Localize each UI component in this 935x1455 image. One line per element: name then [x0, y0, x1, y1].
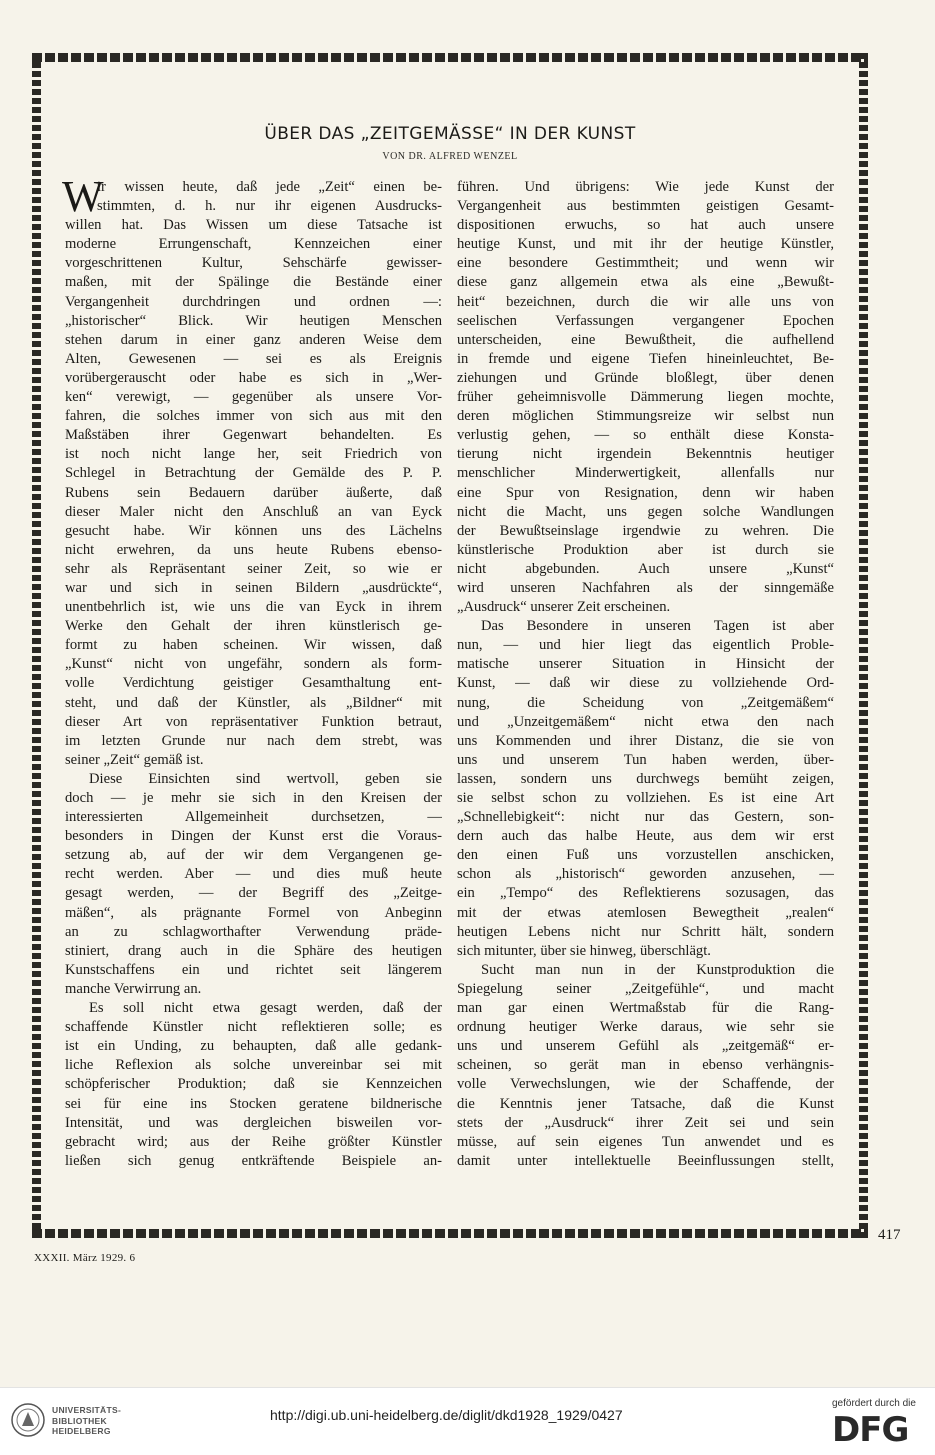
text-line: volle Verdichtung geistiger Gesamthaltung ent- — [65, 675, 442, 692]
text-line: ziehungen und Gründe bloßlegt, über denen — [457, 369, 834, 386]
text-line: „historischer“ Blick. Wir heutigen Menschen — [65, 312, 442, 329]
text-line: seiner „Zeit“ gemäß ist. — [65, 751, 204, 768]
text-line: deren möglichen Stimmungsreize wir selbst nun — [457, 408, 834, 425]
text-line: ist ein Unding, zu behaupten, daß alle gedank- — [65, 1038, 442, 1055]
digitization-footer — [0, 1387, 935, 1455]
text-line: willen hat. Das Wissen um diese Tatsache ist — [65, 217, 442, 234]
text-line: der Bewußtseinslage irgendwie zu wehren. Die — [457, 522, 834, 539]
text-line: Alten, Gewesenen — sei es als Ereignis — [65, 350, 442, 367]
text-line: müsse, auf sein eigenes Tun anwendet und es — [457, 1133, 834, 1150]
text-line: tierung nicht irgendein Bekenntnis heutiger — [457, 446, 834, 463]
text-line: schaffende Künstler nicht reflektieren solle; es — [65, 1019, 442, 1036]
text-line: damit unter intellektuelle Beeinflussungen stellt, — [457, 1152, 834, 1169]
text-line: schöpferischer Produktion; daß sie Kennzeichen — [65, 1076, 442, 1093]
text-line: interessierten Allgemeinheit durchsetzen, — — [65, 809, 442, 826]
text-line: schon als „historisch“ geworden anzusehen, — — [457, 866, 834, 883]
text-line: Kunst, — daß wir diese zu vollziehende Ord- — [457, 675, 834, 692]
text-line: „Schnellebigkeit“: nicht nur das Gestern, son- — [457, 809, 834, 826]
text-line: manche Verwirrung an. — [65, 980, 202, 997]
text-line: Sucht man nun in der Kunstproduktion die — [481, 961, 834, 978]
text-line: sei für eine ins Stocken geratene bildnerische — [65, 1095, 442, 1112]
text-line: stets der „Ausdruck“ ihrer Zeit sei und sein — [457, 1114, 834, 1131]
frame-top — [32, 53, 868, 62]
text-line: ordnung heutiger Werke daraus, wie sehr sie — [457, 1019, 834, 1036]
text-line: dieser Art von repräsentativer Funktion betraut, — [65, 713, 442, 730]
frame-right — [859, 53, 868, 1238]
text-line: und „Unzeitgemäßem“ nicht etwa den nach — [457, 713, 834, 730]
text-line: Schlegel in Betrachtung der Gemälde des P. P. — [65, 465, 442, 482]
frame-bottom — [32, 1229, 868, 1238]
text-line: vorübergerauscht oder habe es sich in „Wer- — [65, 369, 442, 386]
text-line: mäßen“, als prägnante Formel von Anbeginn — [65, 904, 442, 921]
text-line: Es soll nicht etwa gesagt werden, daß der — [89, 1000, 442, 1017]
text-line: heit“ bezeichnen, durch die wir alle uns von — [457, 293, 834, 310]
text-line: führen. Und übrigens: Wie jede Kunst der — [457, 179, 834, 195]
text-line: den einen Fuß uns vorzustellen anschicken, — [457, 847, 834, 864]
text-line: heutigen Lebens nicht nur Schritt hält, sondern — [457, 923, 834, 940]
text-line: ließen sich genug entkräftende Beispiele an- — [65, 1152, 442, 1169]
text-line: ist noch nicht lange her, seit Friedrich von — [65, 446, 442, 463]
text-line: ir wissen heute, daß jede „Zeit“ einen be- — [97, 179, 442, 195]
text-line: „Kunst“ nicht von ungefähr, sondern als form- — [65, 656, 442, 673]
funding-note: gefördert durch die — [832, 1398, 916, 1409]
text-line: Kunstschaffens ein und richtet seit längerem — [65, 961, 442, 978]
text-line: volle Verwechslungen, wie der Schaffende, der — [457, 1076, 834, 1093]
text-line: an zu schlagworthafter Verwendung präde- — [65, 923, 442, 940]
article-title: ÜBER DAS „ZEITGEMÄSSE“ IN DER KUNST — [264, 124, 636, 144]
text-line: nun, — und hier liegt das eigentlich Proble- — [457, 637, 834, 654]
text-line: verlustig gehen, — so enthält diese Konsta- — [457, 427, 834, 444]
text-line: dispositionen erwuchs, so hat auch unsere — [457, 217, 834, 234]
text-line: Spiegelung seiner „Zeitgefühle“, und macht — [457, 980, 834, 997]
right-text-column — [457, 178, 834, 1171]
text-line: setzung ab, auf der wir dem Vergangenen ge- — [65, 847, 442, 864]
text-line: fahren, die solches immer von sich aus mit den — [65, 408, 442, 425]
text-line: recht werden. Aber — und dies muß heute — [65, 866, 442, 883]
text-line: moderne Errungenschaft, Kennzeichen einer — [65, 236, 442, 253]
text-line: gebracht wird; aus der Reihe größter Künstler — [65, 1133, 442, 1150]
text-line: Diese Einsichten sind wertvoll, geben sie — [89, 770, 442, 787]
university-name — [52, 1405, 121, 1437]
text-line: Rubens sein Bedauern darüber äußerte, daß — [65, 484, 442, 501]
text-line: stehen darum in einer ganz anderen Weise dem — [65, 331, 442, 348]
text-line: im letzten Grunde nur nach dem strebt, was — [65, 732, 442, 749]
text-line: diese ganz allgemein etwa als eine „Bewußt- — [457, 274, 834, 291]
permalink-url[interactable]: http://digi.ub.uni-heidelberg.de/diglit/dkd1928_1929/0427 — [270, 1407, 623, 1423]
text-line: wird unseren Nachfahren als der sinngemäße — [457, 579, 834, 596]
text-line: war und sich in seinen Bildern „ausdrückte“, — [65, 579, 442, 596]
dfg-logo: DFG — [832, 1410, 909, 1450]
university-line: UNIVERSITÄTS- — [52, 1405, 122, 1415]
text-line: liche Reflexion als solche unvereinbar sei mit — [65, 1057, 442, 1074]
text-line: sehr als Repräsentant seiner Zeit, so wie er — [65, 560, 442, 577]
text-line: die Kenntnis jener Tatsache, daß die Kunst — [457, 1095, 834, 1112]
text-line: dieser Maler nicht den Anschluß an van Eyck — [65, 503, 442, 520]
text-line: formt zu haben scheinen. Wir wissen, daß — [65, 637, 442, 654]
text-line: gesagt werden, — der Begriff des „Zeitge- — [65, 885, 442, 902]
text-line: man gar einen Wertmaßstab für die Rang- — [457, 1000, 834, 1017]
drop-cap: W — [62, 172, 104, 221]
text-line: eine besondere Gestimmtheit; und wenn wir — [457, 255, 834, 272]
left-text-column — [62, 172, 442, 1171]
text-line: ein „Tempo“ des Reflektierens sozusagen, das — [457, 885, 834, 902]
text-line: Das Besondere in unseren Tagen ist aber — [481, 618, 834, 635]
text-line: künstlerische Produktion aber ist durch sie — [457, 541, 834, 558]
text-line: stiniert, drang auch in die Sphäre des heutigen — [65, 942, 442, 959]
text-line: maßen, mit der Spälinge die Bestände einer — [65, 274, 442, 291]
text-line: mit der etwas atemlosen Bewegtheit „realen“ — [457, 904, 834, 921]
text-line: Intensität, und was dergleichen bisweilen vor- — [65, 1114, 442, 1131]
text-line: eine Spur von Resignation, denn wir haben — [457, 484, 834, 501]
text-line: uns Kommenden und ihrer Distanz, die sie von — [457, 732, 834, 749]
text-line: „Ausdruck“ unserer Zeit erscheinen. — [457, 599, 671, 616]
university-line: BIBLIOTHEK — [52, 1415, 107, 1426]
text-line: seelischen Verfassungen vergangener Epochen — [457, 312, 834, 329]
text-line: lassen, sondern uns durchwegs bemüht zeigen, — [457, 770, 834, 787]
text-line: uns und unserem Gefühl als „zeitgemäß“ er- — [457, 1038, 834, 1055]
text-line: stimmten, d. h. nur ihr eigenen Ausdrucks- — [97, 198, 442, 215]
text-line: nicht die Macht, uns gegen solche Wandlungen — [457, 503, 834, 520]
university-seal-icon — [10, 1402, 46, 1438]
text-line: unterscheiden, eine Bewußtheit, die aufhellend — [457, 331, 834, 348]
text-line: steht, und daß der Künstler, als „Bildner“ mit — [65, 694, 442, 711]
text-line: nicht abgebunden. Auch unsere „Kunst“ — [457, 560, 834, 577]
university-line: HEIDELBERG — [52, 1426, 111, 1436]
text-line: uns und unserem Tun haben werden, über- — [457, 751, 834, 768]
text-line: früher geheimnisvolle Dämmerung liegen mochte, — [457, 389, 834, 406]
text-line: Vergangenheit aus bestimmten geistigen Gesamt- — [457, 198, 834, 215]
text-line: vorgeschrittenen Kultur, Sehschärfe gewisser- — [65, 255, 442, 272]
text-line: dern auch das halbe Heute, aus dem wir erst — [457, 828, 834, 845]
text-line: sich mitunter, über sie hinweg, überschlägt. — [457, 942, 711, 959]
text-line: Maßstäben ihrer Gegenwart behandelten. Es — [65, 427, 442, 444]
issue-line: XXXII. März 1929. 6 — [34, 1252, 136, 1264]
text-line: Vergangenheit durchdringen und ordnen —: — [65, 293, 442, 310]
text-line: nicht erwehren, da uns heute Rubens ebenso- — [65, 541, 442, 558]
text-line: nung, die Scheidung von „Zeitgemäßem“ — [457, 694, 834, 711]
text-line: besonders in Dingen der Kunst erst die Voraus- — [65, 828, 442, 845]
text-line: scheinen, so gerät man in ebenso verhängnis- — [457, 1057, 834, 1074]
text-line: gesucht habe. Wir können uns des Lächelns — [65, 522, 442, 539]
text-line: unentbehrlich ist, wie uns die van Eyck in ihrem — [65, 599, 442, 616]
article-byline: VON DR. ALFRED WENZEL — [382, 151, 518, 162]
text-line: in fremde und eigene Tiefen hineinleuchtet, Be- — [457, 350, 834, 367]
text-line: menschlicher Minderwertigkeit, allenfalls nur — [457, 465, 834, 482]
text-line: heutige Kunst, und mit ihr der heutige Künstler, — [457, 236, 834, 253]
text-line: matische unserer Situation in Hinsicht der — [457, 656, 834, 673]
frame-left — [32, 53, 41, 1238]
text-line: doch — je mehr sie sich in den Kreisen der — [65, 790, 442, 806]
text-line: Werke den Gehalt der ihren künstlerisch ge- — [65, 618, 442, 635]
text-line: ken“ verewigt, — gegenüber als unsere Vor- — [65, 389, 442, 406]
text-line: sie selbst schon zu vollziehen. Es ist eine Art — [457, 790, 834, 806]
page-number: 417 — [878, 1227, 901, 1243]
